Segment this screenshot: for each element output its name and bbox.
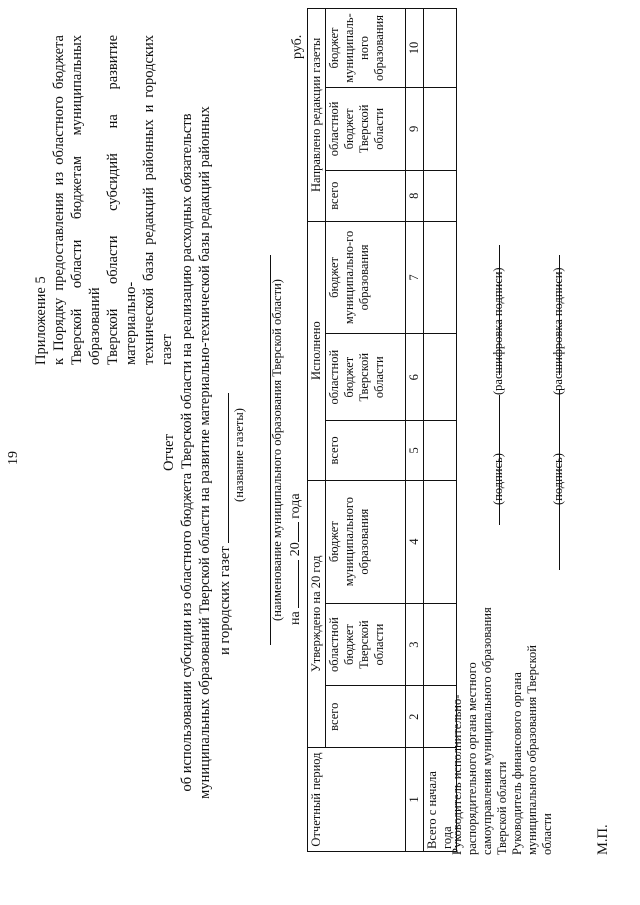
column-number: 7 [406,221,424,333]
date-field [286,560,299,608]
column-number: 9 [406,87,424,170]
stamp-placeholder: М.П. [595,824,611,855]
header-regional: областной бюджет Тверской области [326,87,406,170]
appendix-line: к Порядку предоставления из областного бюджета [51,35,67,365]
municipality-hint: (наименование муниципального образования Тверской области) [270,279,284,621]
table-cell [424,480,457,603]
page-number: 19 [6,451,21,465]
header-approved: Утверждено на 20 год [308,480,326,747]
column-number: 2 [406,686,424,748]
report-subtitle: и городских газет [217,546,233,655]
header-directed: Направлено редакции газеты [308,9,326,222]
signature-caption: (подпись) [491,453,505,505]
header-period: Отчетный период [308,748,406,852]
table-cell [424,9,457,88]
header-regional: областной бюджет Тверской области [326,334,406,421]
report-subtitle: муниципальных образований Тверской области на развитие материально-технической базы редакций районных [197,106,213,799]
header-municipal: бюджет муниципаль-ного образования [326,9,406,88]
appendix-header [32,35,176,365]
on-prefix: на [288,611,303,625]
report-date-line [286,225,304,625]
newspaper-name-field [214,393,229,543]
report-subtitle: об использовании субсидии из областного бюджета Тверской области на реализацию расходных обязательств [179,113,195,792]
header-municipal: бюджет муниципально-го образования [326,221,406,333]
on-suffix: года [288,493,303,519]
report-table [307,8,457,852]
row-total-label: Всего с начала года [424,748,457,852]
report-subtitle-end [214,235,234,655]
column-number: 1 [406,748,424,852]
appendix-line: Приложение 5 [33,276,49,365]
signature-decode-caption: (расшифровка подписи) [491,267,505,395]
currency-label: руб. [290,34,305,59]
header-regional: областной бюджет Тверской области [326,603,406,686]
signature-caption: (подпись) [551,453,565,505]
on-year: 20 [288,542,303,557]
report-title: Отчет [161,434,177,471]
header-executed: Исполнено [308,221,326,480]
table-cell [424,170,457,221]
column-number: 10 [406,9,424,88]
appendix-line: Тверской области субсидий на развитие материально- [105,35,139,365]
column-number: 5 [406,421,424,480]
column-number: 6 [406,334,424,421]
header-municipal: бюджет муниципального образования [326,480,406,603]
appendix-line: Тверской области бюджетам муниципальных образований [69,35,103,365]
table-cell [424,221,457,333]
signatory-exec: Руководитель исполнительно-распорядительного органа местного самоуправления муниципального образования Тверской области [450,607,509,855]
header-total: всего [326,170,406,221]
header-total: всего [326,421,406,480]
signatory-fin: Руководитель финансового органа муниципального образования Тверской области [510,645,554,855]
table-cell [424,87,457,170]
column-number: 3 [406,603,424,686]
year-field [286,522,299,542]
appendix-line: технической базы редакций районных и городских газет [141,35,175,365]
newspaper-hint: (название газеты) [232,408,246,502]
table-cell [424,421,457,480]
signature-decode-caption: (расшифровка подписи) [551,267,565,395]
header-total: всего [326,686,406,748]
column-number: 4 [406,480,424,603]
column-number: 8 [406,170,424,221]
table-cell [424,334,457,421]
